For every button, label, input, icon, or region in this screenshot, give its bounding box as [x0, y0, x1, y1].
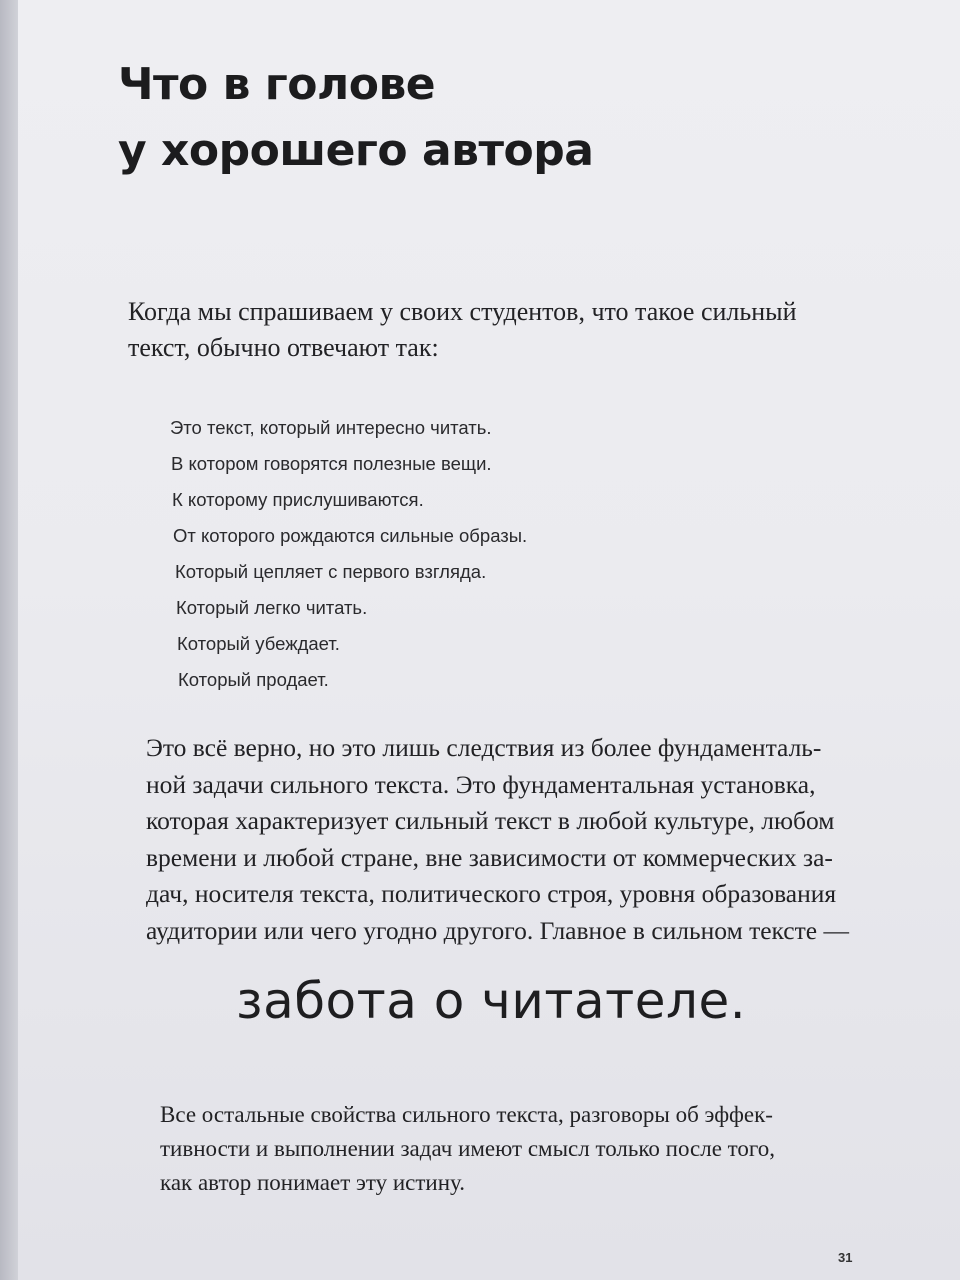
paragraph-line: которая характеризует сильный текст в любой культуре, любом	[146, 806, 835, 835]
paragraph-line: дач, носителя текста, политического строя, уровня образования	[146, 879, 837, 908]
list-item: Который продает.	[178, 669, 329, 690]
page-number: 31	[838, 1250, 853, 1265]
paragraph-line: Это всё верно, но это лишь следствия из более фундаменталь-	[146, 733, 822, 762]
paragraph-line: как автор понимает эту истину.	[160, 1170, 465, 1195]
paragraph-line: текст, обычно отвечают так:	[128, 333, 439, 362]
paragraph-line: тивности и выполнении задач имеют смысл только после того,	[160, 1136, 776, 1161]
paragraph-line: аудитории или чего угодно другого. Главное в сильном тексте —	[146, 915, 849, 945]
list-item: В котором говорятся полезные вещи.	[171, 453, 492, 474]
paragraph-line: времени и любой стране, вне зависимости от коммерческих за-	[146, 842, 833, 872]
list-item: Это текст, который интересно читать.	[170, 417, 492, 438]
chapter-title-line: у хорошего автора	[118, 125, 594, 176]
key-callout: забота о читателе.	[236, 972, 747, 1030]
body-paragraph	[146, 730, 849, 949]
list-item: К которому прислушиваются.	[172, 489, 424, 510]
paragraph-line: Когда мы спрашиваем у своих студентов, что такое сильный	[128, 297, 797, 326]
closing-paragraph	[160, 1098, 775, 1200]
intro-paragraph	[128, 294, 797, 366]
chapter-title-line: Что в голове	[118, 59, 436, 110]
list-item: Который цепляет с первого взгляда.	[175, 561, 487, 582]
list-item: От которого рождаются сильные образы.	[173, 525, 528, 546]
list-item: Который убеждает.	[177, 633, 340, 654]
paragraph-line: Все остальные свойства сильного текста, разговоры об эффек-	[160, 1102, 773, 1127]
chapter-title	[118, 52, 593, 184]
list-item: Который легко читать.	[176, 597, 368, 618]
paragraph-line: ной задачи сильного текста. Это фундаментальная установка,	[146, 769, 816, 799]
student-answers-list	[170, 410, 527, 698]
